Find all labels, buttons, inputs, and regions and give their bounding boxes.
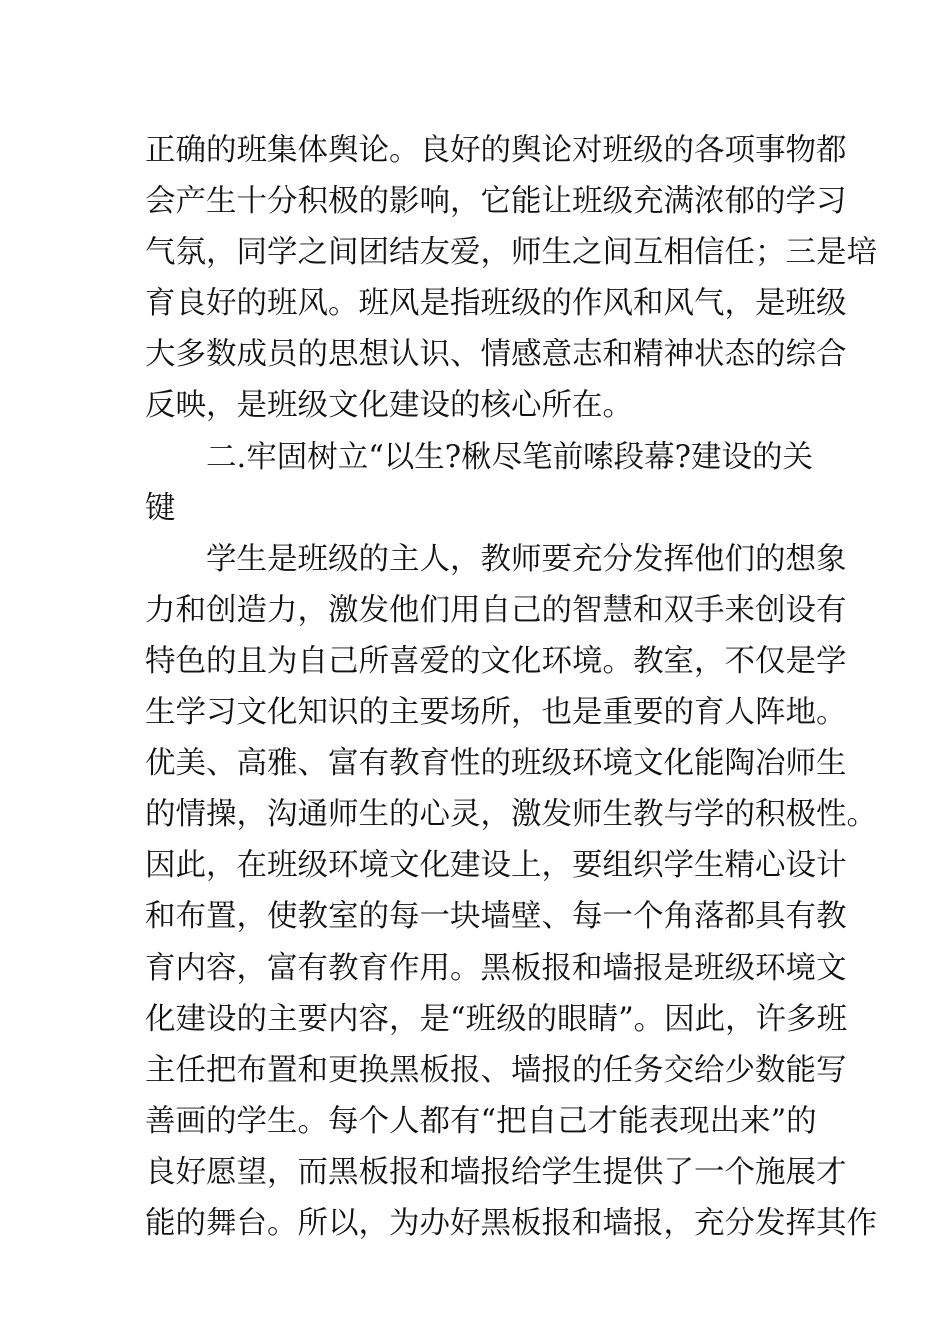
document-body-text — [145, 125, 877, 1249]
text-line: 力和创造力，激发他们用自己的智慧和双手来创设有 — [145, 592, 847, 628]
paragraph-first-line: 学生是班级的主人，教师要充分发挥他们的想象 — [206, 541, 847, 577]
section-heading-line: 二.牢固树立“以生?楸尽笔前嗦段幕?建设的关 — [206, 439, 813, 475]
text-line: 气氛，同学之间团结友爱，师生之间互相信任；三是培 — [145, 235, 877, 271]
text-line: 优美、高雅、富有教育性的班级环境文化能陶冶师生 — [145, 746, 847, 782]
text-line: 能的舞台。所以，为办好黑板报和墙报，充分发挥其作 — [145, 1205, 877, 1241]
text-line: 因此，在班级环境文化建设上，要组织学生精心设计 — [145, 848, 847, 884]
section-heading-line: 键 — [145, 490, 176, 526]
text-line: 生学习文化知识的主要场所，也是重要的育人阵地。 — [145, 695, 847, 731]
text-line: 特色的且为自己所喜爱的文化环境。教室，不仅是学 — [145, 643, 847, 679]
text-line: 良好愿望，而黑板报和墙报给学生提供了一个施展才 — [145, 1154, 847, 1190]
text-line: 反映，是班级文化建设的核心所在。 — [145, 388, 633, 424]
text-line: 善画的学生。每个人都有“把自己才能表现出来”的 — [145, 1103, 817, 1139]
text-line: 主任把布置和更换黑板报、墙报的任务交给少数能写 — [145, 1052, 847, 1088]
text-line: 会产生十分积极的影响，它能让班级充满浓郁的学习 — [145, 184, 847, 220]
text-line: 化建设的主要内容，是“班级的眼睛”。因此，许多班 — [145, 1001, 848, 1037]
text-line: 育内容，富有教育作用。黑板报和墙报是班级环境文 — [145, 950, 847, 986]
text-line: 大多数成员的思想认识、情感意志和精神状态的综合 — [145, 337, 847, 373]
text-line: 正确的班集体舆论。良好的舆论对班级的各项事物都 — [145, 133, 847, 168]
text-line: 的情操，沟通师生的心灵，激发师生教与学的积极性。 — [145, 797, 877, 833]
text-line: 和布置，使教室的每一块墙壁、每一个角落都具有教 — [145, 899, 847, 935]
text-line: 育良好的班风。班风是指班级的作风和风气，是班级 — [145, 286, 847, 322]
